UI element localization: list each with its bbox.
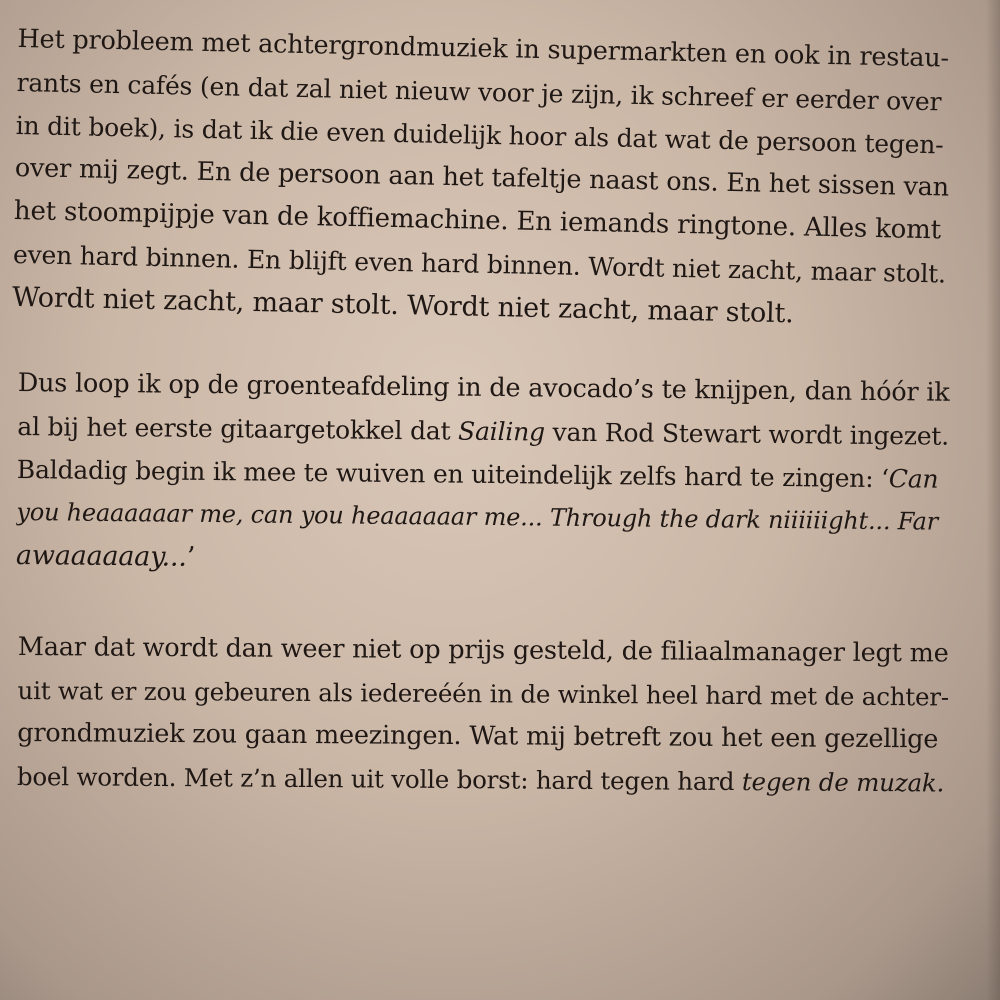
text-line: grondmuziek zou gaan meezingen. Wat mij betreft zou het een gezellige: [17, 717, 939, 755]
paragraph-1: [12, 18, 953, 339]
text-run: ’: [186, 541, 196, 573]
text-line: Dus loop ik op de groenteafdeling in de avocado’s te knijpen, dan hóór ik: [17, 367, 950, 408]
text-line: Maar dat wordt dan weer niet op prijs gesteld, de filiaalmanager legt me: [17, 631, 949, 669]
paragraph-2: [16, 362, 953, 587]
song-title: Sailing: [457, 416, 546, 447]
text-line: in dit boek), is dat ik die even duidelijk hoor als dat wat de persoon tegen-: [15, 110, 944, 160]
lyrics-run: Can: [888, 464, 939, 494]
text-run: al bij het eerste gitaargetokkel dat: [17, 411, 459, 446]
text-line: uit wat er zou gebeuren als iedereéén in de winkel heel hard met de achter-: [17, 675, 950, 712]
paragraph-3: [17, 626, 953, 805]
text-line: Wordt niet zacht, maar stolt. Wordt niet zacht, maar stolt.: [11, 281, 794, 330]
lyrics-run: you heaaaaaar me, can you heaaaaaar me... Through the dark niiiiiight... Far: [16, 497, 939, 536]
text-line: Het probleem met achtergrondmuziek in supermarkten en ook in restau-: [17, 23, 950, 74]
text-line: over mij zegt. En de persoon aan het tafeltje naast ons. En het sissen van: [14, 152, 950, 203]
text-run: van Rod Stewart wordt ingezet.: [544, 417, 950, 451]
lyrics-run: awaaaaaay...: [15, 539, 187, 573]
text-run: boel worden. Met z’n allen uit volle borst: hard tegen hard: [16, 761, 743, 797]
text-run: Baldadig begin ik mee te wuiven en uiteindelijk zelfs hard te zingen: ‘: [16, 454, 890, 494]
text-line: [17, 755, 952, 805]
text-line: even hard binnen. En blijft even hard binnen. Wordt niet zacht, maar stolt.: [12, 239, 947, 289]
text-line: rants en cafés (en dat zal niet nieuw voor je zijn, ik schreef er eerder over: [16, 67, 942, 117]
text-line: het stoompijpje van de koffiemachine. En iemands ringtone. Alles komt: [13, 195, 942, 246]
page-edge-shadow: [986, 0, 1000, 1000]
emphasis-run: tegen de muzak.: [741, 767, 945, 798]
